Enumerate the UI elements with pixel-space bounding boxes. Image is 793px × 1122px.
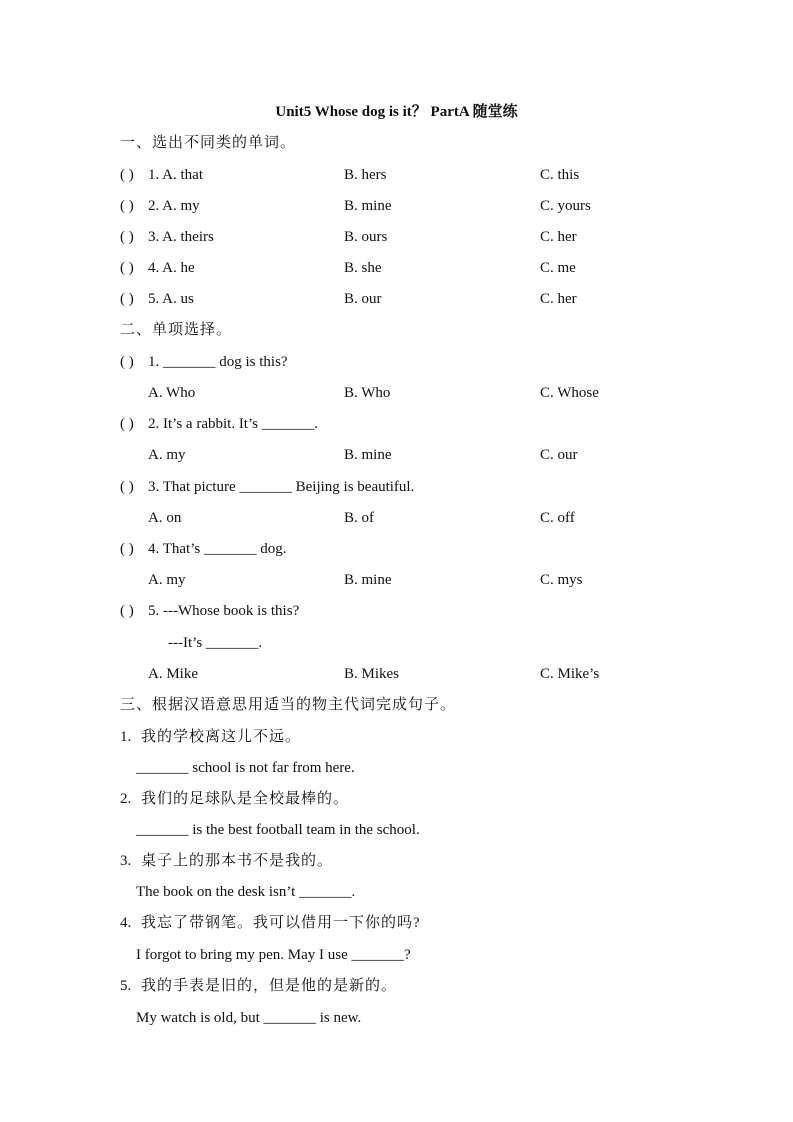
option-a: A. on bbox=[148, 510, 182, 526]
option-a: A. my bbox=[148, 447, 186, 463]
option-b: B. ours bbox=[344, 229, 388, 245]
answer-blank[interactable]: ( ) bbox=[120, 603, 134, 619]
option-b: B. she bbox=[344, 260, 382, 276]
section-2-heading: 二、单项选择。 bbox=[120, 322, 233, 338]
option-b: B. Who bbox=[344, 385, 391, 401]
section-1-heading: 一、选出不同类的单词。 bbox=[120, 135, 297, 151]
option-a: A. my bbox=[148, 572, 186, 588]
question-text-reply: ---It’s _______. bbox=[168, 635, 263, 651]
option-c: C. Whose bbox=[540, 385, 599, 401]
item-number: 4. bbox=[120, 915, 132, 931]
question-text: 4. That’s _______ dog. bbox=[148, 541, 287, 557]
english-sentence[interactable]: _______ is the best football team in the school. bbox=[136, 822, 420, 838]
option-a: 4. A. he bbox=[148, 260, 195, 276]
answer-blank[interactable]: ( ) bbox=[120, 541, 134, 557]
chinese-prompt: 我忘了带钢笔。我可以借用一下你的吗? bbox=[141, 915, 421, 931]
option-a: 5. A. us bbox=[148, 291, 194, 307]
option-b: B. mine bbox=[344, 198, 392, 214]
option-b: B. of bbox=[344, 510, 374, 526]
option-c: C. Mike’s bbox=[540, 666, 600, 682]
option-a: 2. A. my bbox=[148, 198, 200, 214]
option-c: C. me bbox=[540, 260, 576, 276]
question-text: 5. ---Whose book is this? bbox=[148, 603, 300, 619]
page-title: Unit5 Whose dog is it？ PartA 随堂练 bbox=[275, 104, 518, 120]
option-b: B. mine bbox=[344, 572, 392, 588]
section-3-heading: 三、根据汉语意思用适当的物主代词完成句子。 bbox=[120, 697, 457, 713]
answer-blank[interactable]: ( ) bbox=[120, 416, 134, 432]
answer-blank[interactable]: ( ) bbox=[120, 167, 134, 183]
option-b: B. mine bbox=[344, 447, 392, 463]
item-number: 2. bbox=[120, 791, 132, 807]
answer-blank[interactable]: ( ) bbox=[120, 291, 134, 307]
item-number: 5. bbox=[120, 978, 132, 994]
option-c: C. mys bbox=[540, 572, 583, 588]
english-sentence[interactable]: My watch is old, but _______ is new. bbox=[136, 1010, 362, 1026]
option-c: C. her bbox=[540, 229, 577, 245]
answer-blank[interactable]: ( ) bbox=[120, 479, 134, 495]
chinese-prompt: 我们的足球队是全校最棒的。 bbox=[141, 791, 350, 807]
chinese-prompt: 我的手表是旧的，但是他的是新的。 bbox=[141, 978, 398, 994]
english-sentence[interactable]: _______ school is not far from here. bbox=[136, 760, 355, 776]
option-a: A. Who bbox=[148, 385, 196, 401]
option-c: C. our bbox=[540, 447, 578, 463]
answer-blank[interactable]: ( ) bbox=[120, 354, 134, 370]
option-b: B. Mikes bbox=[344, 666, 400, 682]
option-c: C. yours bbox=[540, 198, 591, 214]
question-text: 1. _______ dog is this? bbox=[148, 354, 288, 370]
option-a: 3. A. theirs bbox=[148, 229, 214, 245]
option-c: C. this bbox=[540, 167, 580, 183]
item-number: 3. bbox=[120, 853, 132, 869]
item-number: 1. bbox=[120, 729, 132, 745]
option-c: C. off bbox=[540, 510, 575, 526]
answer-blank[interactable]: ( ) bbox=[120, 229, 134, 245]
option-a: A. Mike bbox=[148, 666, 198, 682]
option-c: C. her bbox=[540, 291, 577, 307]
question-text: 3. That picture _______ Beijing is beautiful. bbox=[148, 479, 415, 495]
chinese-prompt: 我的学校离这儿不远。 bbox=[141, 729, 302, 745]
option-b: B. our bbox=[344, 291, 382, 307]
answer-blank[interactable]: ( ) bbox=[120, 198, 134, 214]
option-a: 1. A. that bbox=[148, 167, 203, 183]
question-text: 2. It’s a rabbit. It’s _______. bbox=[148, 416, 318, 432]
answer-blank[interactable]: ( ) bbox=[120, 260, 134, 276]
english-sentence[interactable]: The book on the desk isn’t _______. bbox=[136, 884, 356, 900]
english-sentence[interactable]: I forgot to bring my pen. May I use _______? bbox=[136, 947, 411, 963]
option-b: B. hers bbox=[344, 167, 387, 183]
chinese-prompt: 桌子上的那本书不是我的。 bbox=[141, 853, 334, 869]
